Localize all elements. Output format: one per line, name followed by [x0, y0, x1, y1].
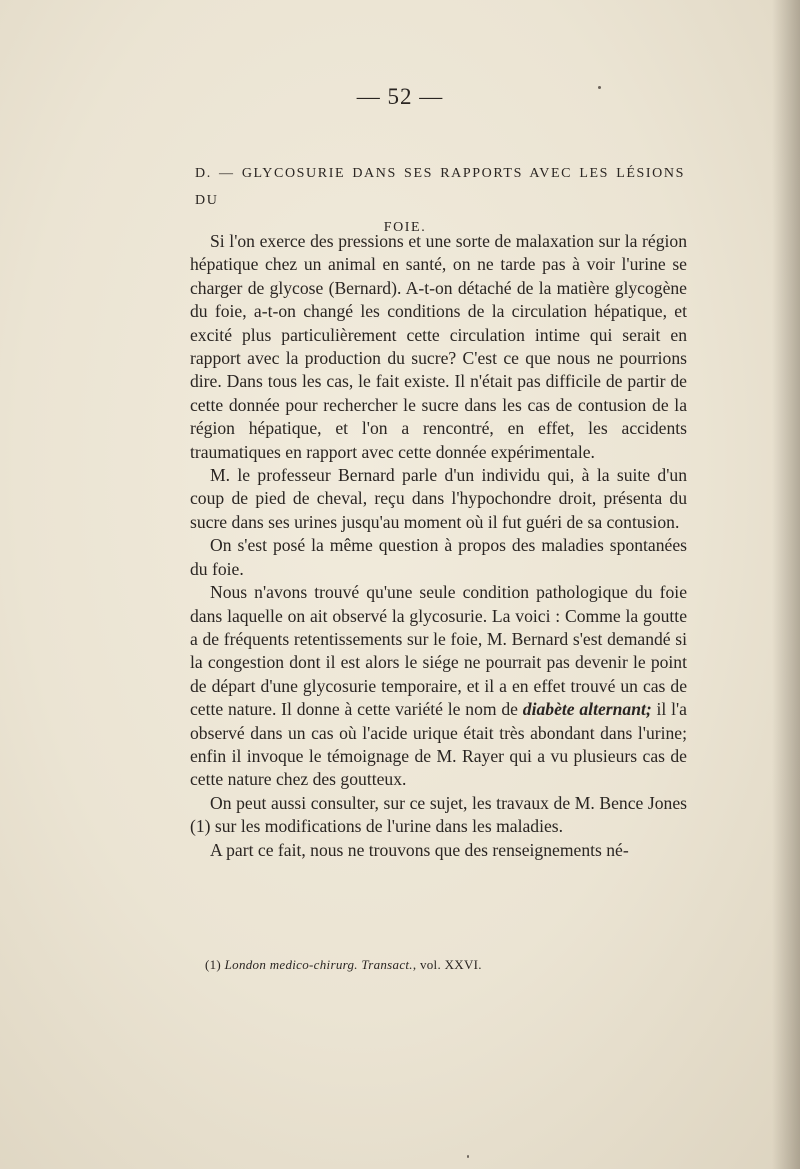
page-edge-shadow — [772, 0, 800, 1169]
page-number: — 52 — — [356, 84, 444, 109]
paragraph-1: Si l'on exerce des pressions et une sorte de malaxation sur la région hépatique chez un animal en santé, on ne tarde pas à voir l'urine se charger de glycose (Bernard). A-t-on détaché de la matière glycogène du foie, a-t-on changé les conditions de la circulation hépatique, et excité plus particulièrement cette circulation intime qui serait en rapport avec la production du sucre? C'est ce que nous ne pourrions dire. Dans tous les cas, le fait existe. Il n'était pas difficile de partir de cette donnée pour rechercher le sucre dans les cas de contusion de la région hépatique, et l'on a rencontré, en effet, les accidents traumatiques en rapport avec cette donnée expérimentale. — [190, 231, 687, 462]
body-text — [190, 230, 687, 862]
paragraph-4-text-after: il l'a observé dans un cas où l'acide urique était très abondant dans l'urine; enfin il invoque le témoignage de M. Rayer qui a vu plusieurs cas de cette nature chez des goutteux. — [190, 699, 687, 790]
heading-line-1: D. — GLYCOSURIE DANS SES RAPPORTS AVEC LES LÉSIONS DU — [195, 166, 685, 208]
footnote-marker: (1) — [205, 957, 222, 972]
footnote-volume: , vol. XXVI. — [412, 957, 482, 972]
paragraph-5: On peut aussi consulter, sur ce sujet, les travaux de M. Bence Jones (1) sur les modifications de l'urine dans les maladies. — [190, 792, 687, 837]
paragraph-2: M. le professeur Bernard parle d'un individu qui, à la suite d'un coup de pied de cheval, reçu dans l'hypochondre droit, présenta du sucre dans ses urines jusqu'au moment où il fut guéri de sa contusion. — [190, 465, 687, 532]
paragraph-6: A part ce fait, nous ne trouvons que des renseignements né- — [210, 839, 629, 860]
paragraph-4 — [190, 581, 687, 792]
ink-speck — [467, 1155, 469, 1158]
footnote — [205, 957, 685, 973]
heading-line-2: FOIE. — [383, 220, 427, 235]
paragraph-4-text-before: Nous n'avons trouvé qu'une seule condition pathologique du foie dans laquelle on ait observé la glycosurie. La voici : Comme la goutte a de fréquents retentissements sur le foie, M. Bernard s'est demandé si la congestion dont il est alors le siége ne pourrait pas devenir le point de départ d'une glycosurie temporaire, et il a en effet trouvé un cas de cette nature. Il donne à cette variété le nom de — [190, 582, 687, 720]
footnote-source: London medico-chirurg. Transact. — [224, 957, 413, 972]
italic-term: diabète alternant; — [522, 699, 652, 720]
section-heading — [195, 160, 685, 241]
paragraph-3: On s'est posé la même question à propos des maladies spontanées du foie. — [190, 535, 687, 579]
